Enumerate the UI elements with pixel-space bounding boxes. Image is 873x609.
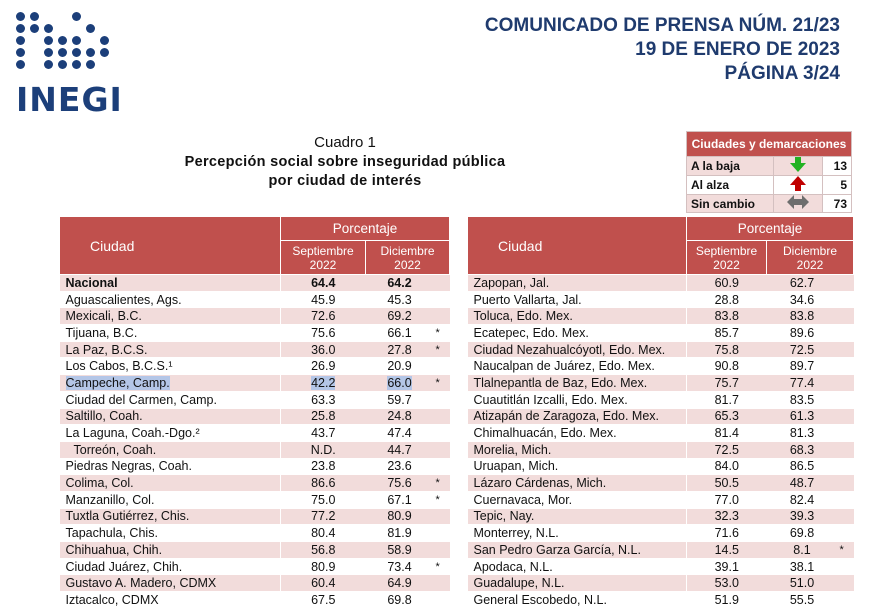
city-cell: Tepic, Nay. (468, 508, 687, 525)
sep-value: 90.8 (687, 358, 767, 375)
change-mark: * (434, 341, 450, 358)
dec-value: 51.0 (767, 575, 838, 592)
table-row (468, 358, 854, 375)
table-row (468, 575, 854, 592)
change-mark (838, 441, 854, 458)
sep-value: 56.8 (281, 542, 366, 559)
dec-value: 89.6 (767, 325, 838, 342)
city-cell: Torreón, Coah. (60, 441, 281, 458)
dec-value: 69.8 (366, 592, 434, 609)
cuadro-number: Cuadro 1 (314, 134, 376, 151)
city-cell: La Paz, B.C.S. (60, 341, 281, 358)
arrow-up-icon (774, 176, 823, 195)
legend-title: Ciudades y demarcaciones (687, 132, 852, 157)
change-mark (434, 592, 450, 609)
dec-value: 66.0 (366, 375, 434, 392)
city-cell: General Escobedo, N.L. (468, 592, 687, 609)
dec-value: 61.3 (767, 408, 838, 425)
city-cell: Monterrey, N.L. (468, 525, 687, 542)
table-row (60, 542, 450, 559)
table-row (60, 491, 450, 508)
pct-header: Porcentaje (281, 217, 450, 241)
change-mark (838, 391, 854, 408)
sep-value: 51.9 (687, 592, 767, 609)
city-cell: Morelia, Mich. (468, 441, 687, 458)
change-mark (838, 325, 854, 342)
sep-value: 39.1 (687, 558, 767, 575)
table-row (60, 275, 450, 292)
table-row (468, 408, 854, 425)
dec-value: 69.8 (767, 525, 838, 542)
dec-value: 55.5 (767, 592, 838, 609)
cuadro-title-2: por ciudad de interés (268, 173, 422, 189)
sep-value: 77.2 (281, 508, 366, 525)
sep-value: 81.4 (687, 425, 767, 442)
right-data-table (467, 216, 854, 609)
city-cell: Naucalpan de Juárez, Edo. Mex. (468, 358, 687, 375)
table-row (468, 592, 854, 609)
legend-value-up: 5 (823, 176, 852, 195)
city-cell: Piedras Negras, Coah. (60, 458, 281, 475)
table-row (60, 592, 450, 609)
change-mark (838, 425, 854, 442)
city-cell: Apodaca, N.L. (468, 558, 687, 575)
city-cell: Cuernavaca, Mor. (468, 491, 687, 508)
dec-value: 69.2 (366, 308, 434, 325)
dec-value: 45.3 (366, 291, 434, 308)
sep-value: 67.5 (281, 592, 366, 609)
dec-value: 8.1 (767, 542, 838, 559)
sep-value: 83.8 (687, 308, 767, 325)
table-row (60, 508, 450, 525)
table-row (468, 275, 854, 292)
table-row (60, 341, 450, 358)
sep-value: 80.4 (281, 525, 366, 542)
left-data-table (59, 216, 450, 609)
sep-header: Septiembre 2022 (687, 241, 767, 275)
city-header: Ciudad (468, 217, 687, 275)
dec-value: 38.1 (767, 558, 838, 575)
change-mark (434, 575, 450, 592)
city-cell: Tapachula, Chis. (60, 525, 281, 542)
dec-value: 89.7 (767, 358, 838, 375)
change-mark (838, 275, 854, 292)
sep-value: N.D. (281, 441, 366, 458)
arrow-both-icon (774, 195, 823, 213)
dec-value: 72.5 (767, 341, 838, 358)
city-cell: Tlalnepantla de Baz, Edo. Mex. (468, 375, 687, 392)
city-cell: Saltillo, Coah. (60, 408, 281, 425)
dec-value: 83.8 (767, 308, 838, 325)
change-mark (838, 375, 854, 392)
cuadro-title-1: Percepción social sobre inseguridad pública (184, 154, 506, 170)
table-row (60, 358, 450, 375)
change-mark (838, 592, 854, 609)
change-mark (434, 542, 450, 559)
change-mark (838, 508, 854, 525)
table-row (468, 425, 854, 442)
city-cell: Campeche, Camp. (60, 375, 281, 392)
table-row (468, 308, 854, 325)
sep-value: 75.6 (281, 325, 366, 342)
city-cell: La Laguna, Coah.-Dgo.² (60, 425, 281, 442)
legend-label-up: Al alza (687, 176, 774, 195)
city-cell: Aguascalientes, Ags. (60, 291, 281, 308)
dec-value: 20.9 (366, 358, 434, 375)
change-mark (434, 525, 450, 542)
dec-value: 34.6 (767, 291, 838, 308)
dec-value: 58.9 (366, 542, 434, 559)
legend-label-down: A la baja (687, 157, 774, 176)
city-cell: Chihuahua, Chih. (60, 542, 281, 559)
press-number: COMUNICADO DE PRENSA NÚM. 21/23 (484, 15, 840, 36)
city-cell: Toluca, Edo. Mex. (468, 308, 687, 325)
legend-table (686, 131, 852, 213)
sep-value: 32.3 (687, 508, 767, 525)
change-mark (434, 291, 450, 308)
change-mark: * (434, 375, 450, 392)
change-mark: * (434, 475, 450, 492)
sep-value: 23.8 (281, 458, 366, 475)
city-cell: Ecatepec, Edo. Mex. (468, 325, 687, 342)
sep-value: 50.5 (687, 475, 767, 492)
page-number: PÁGINA 3/24 (724, 63, 840, 84)
sep-value: 72.5 (687, 441, 767, 458)
change-mark (434, 358, 450, 375)
change-mark (434, 458, 450, 475)
dec-value: 39.3 (767, 508, 838, 525)
sep-value: 28.8 (687, 291, 767, 308)
table-row (468, 525, 854, 542)
city-cell: San Pedro Garza García, N.L. (468, 542, 687, 559)
change-mark (434, 308, 450, 325)
table-row (468, 391, 854, 408)
sep-value: 75.0 (281, 491, 366, 508)
change-mark (434, 275, 450, 292)
sep-value: 80.9 (281, 558, 366, 575)
table-row (468, 508, 854, 525)
change-mark (434, 441, 450, 458)
change-mark (838, 491, 854, 508)
change-mark (838, 358, 854, 375)
table-row (60, 475, 450, 492)
city-cell: Manzanillo, Col. (60, 491, 281, 508)
table-row (60, 375, 450, 392)
logo-text: INEGI (16, 80, 123, 119)
table-row (60, 425, 450, 442)
city-cell: Puerto Vallarta, Jal. (468, 291, 687, 308)
table-row (60, 575, 450, 592)
dec-value: 48.7 (767, 475, 838, 492)
inegi-logo (16, 12, 123, 119)
city-cell: Ciudad Juárez, Chih. (60, 558, 281, 575)
dec-value: 47.4 (366, 425, 434, 442)
change-mark: * (838, 542, 854, 559)
dec-value: 73.4 (366, 558, 434, 575)
press-date: 19 DE ENERO DE 2023 (635, 39, 840, 60)
city-cell: Atizapán de Zaragoza, Edo. Mex. (468, 408, 687, 425)
dec-value: 62.7 (767, 275, 838, 292)
dec-value: 81.3 (767, 425, 838, 442)
city-cell: Zapopan, Jal. (468, 275, 687, 292)
dec-header: Diciembre 2022 (366, 241, 450, 275)
sep-value: 75.8 (687, 341, 767, 358)
city-cell: Uruapan, Mich. (468, 458, 687, 475)
sep-value: 14.5 (687, 542, 767, 559)
dec-header: Diciembre 2022 (767, 241, 854, 275)
dec-value: 67.1 (366, 491, 434, 508)
city-cell: Iztacalco, CDMX (60, 592, 281, 609)
city-cell: Mexicali, B.C. (60, 308, 281, 325)
sep-value: 43.7 (281, 425, 366, 442)
dec-value: 24.8 (366, 408, 434, 425)
dec-value: 27.8 (366, 341, 434, 358)
sep-value: 81.7 (687, 391, 767, 408)
legend-label-same: Sin cambio (687, 195, 774, 213)
change-mark (838, 341, 854, 358)
table-row (60, 308, 450, 325)
table-row (60, 458, 450, 475)
change-mark (838, 291, 854, 308)
city-cell: Los Cabos, B.C.S.¹ (60, 358, 281, 375)
sep-value: 64.4 (281, 275, 366, 292)
sep-value: 71.6 (687, 525, 767, 542)
sep-value: 60.9 (687, 275, 767, 292)
change-mark (434, 408, 450, 425)
sep-value: 63.3 (281, 391, 366, 408)
dec-value: 64.2 (366, 275, 434, 292)
change-mark (434, 391, 450, 408)
change-mark: * (434, 325, 450, 342)
city-cell: Gustavo A. Madero, CDMX (60, 575, 281, 592)
table-row (468, 441, 854, 458)
change-mark (838, 408, 854, 425)
table-row (60, 291, 450, 308)
table-row (60, 325, 450, 342)
dec-value: 86.5 (767, 458, 838, 475)
table-row (468, 475, 854, 492)
table-row (60, 525, 450, 542)
table-row (468, 558, 854, 575)
sep-value: 84.0 (687, 458, 767, 475)
change-mark (838, 308, 854, 325)
sep-value: 65.3 (687, 408, 767, 425)
sep-value: 86.6 (281, 475, 366, 492)
table-row (468, 291, 854, 308)
city-cell: Lázaro Cárdenas, Mich. (468, 475, 687, 492)
sep-value: 75.7 (687, 375, 767, 392)
table-row (468, 458, 854, 475)
sep-value: 72.6 (281, 308, 366, 325)
table-row (468, 325, 854, 342)
dec-value: 59.7 (366, 391, 434, 408)
dec-value: 66.1 (366, 325, 434, 342)
dec-value: 68.3 (767, 441, 838, 458)
city-cell: Cuautitlán Izcalli, Edo. Mex. (468, 391, 687, 408)
dec-value: 83.5 (767, 391, 838, 408)
arrow-down-icon (774, 157, 823, 176)
city-header: Ciudad (60, 217, 281, 275)
sep-value: 25.8 (281, 408, 366, 425)
change-mark (838, 475, 854, 492)
table-row (60, 408, 450, 425)
change-mark (434, 425, 450, 442)
dec-value: 81.9 (366, 525, 434, 542)
city-cell: Tijuana, B.C. (60, 325, 281, 342)
city-cell: Ciudad Nezahualcóyotl, Edo. Mex. (468, 341, 687, 358)
change-mark (838, 575, 854, 592)
dec-value: 23.6 (366, 458, 434, 475)
table-row (60, 391, 450, 408)
sep-value: 60.4 (281, 575, 366, 592)
city-cell: Guadalupe, N.L. (468, 575, 687, 592)
city-cell: Tuxtla Gutiérrez, Chis. (60, 508, 281, 525)
city-cell: Nacional (60, 275, 281, 292)
sep-value: 42.2 (281, 375, 366, 392)
change-mark (838, 458, 854, 475)
pct-header: Porcentaje (687, 217, 854, 241)
change-mark (838, 558, 854, 575)
sep-header: Septiembre 2022 (281, 241, 366, 275)
sep-value: 53.0 (687, 575, 767, 592)
dec-value: 82.4 (767, 491, 838, 508)
legend-value-same: 73 (823, 195, 852, 213)
table-row (468, 341, 854, 358)
table-row (60, 441, 450, 458)
city-cell: Chimalhuacán, Edo. Mex. (468, 425, 687, 442)
legend-value-down: 13 (823, 157, 852, 176)
change-mark (838, 525, 854, 542)
sep-value: 77.0 (687, 491, 767, 508)
change-mark: * (434, 558, 450, 575)
table-row (468, 375, 854, 392)
sep-value: 45.9 (281, 291, 366, 308)
sep-value: 26.9 (281, 358, 366, 375)
sep-value: 85.7 (687, 325, 767, 342)
dec-value: 80.9 (366, 508, 434, 525)
press-header (485, 14, 840, 86)
table-row (468, 542, 854, 559)
dec-value: 77.4 (767, 375, 838, 392)
table-row (60, 558, 450, 575)
city-cell: Colima, Col. (60, 475, 281, 492)
dec-value: 44.7 (366, 441, 434, 458)
change-mark (434, 508, 450, 525)
dec-value: 75.6 (366, 475, 434, 492)
city-cell: Ciudad del Carmen, Camp. (60, 391, 281, 408)
table-row (468, 491, 854, 508)
sep-value: 36.0 (281, 341, 366, 358)
change-mark: * (434, 491, 450, 508)
table-title (60, 134, 630, 189)
dec-value: 64.9 (366, 575, 434, 592)
